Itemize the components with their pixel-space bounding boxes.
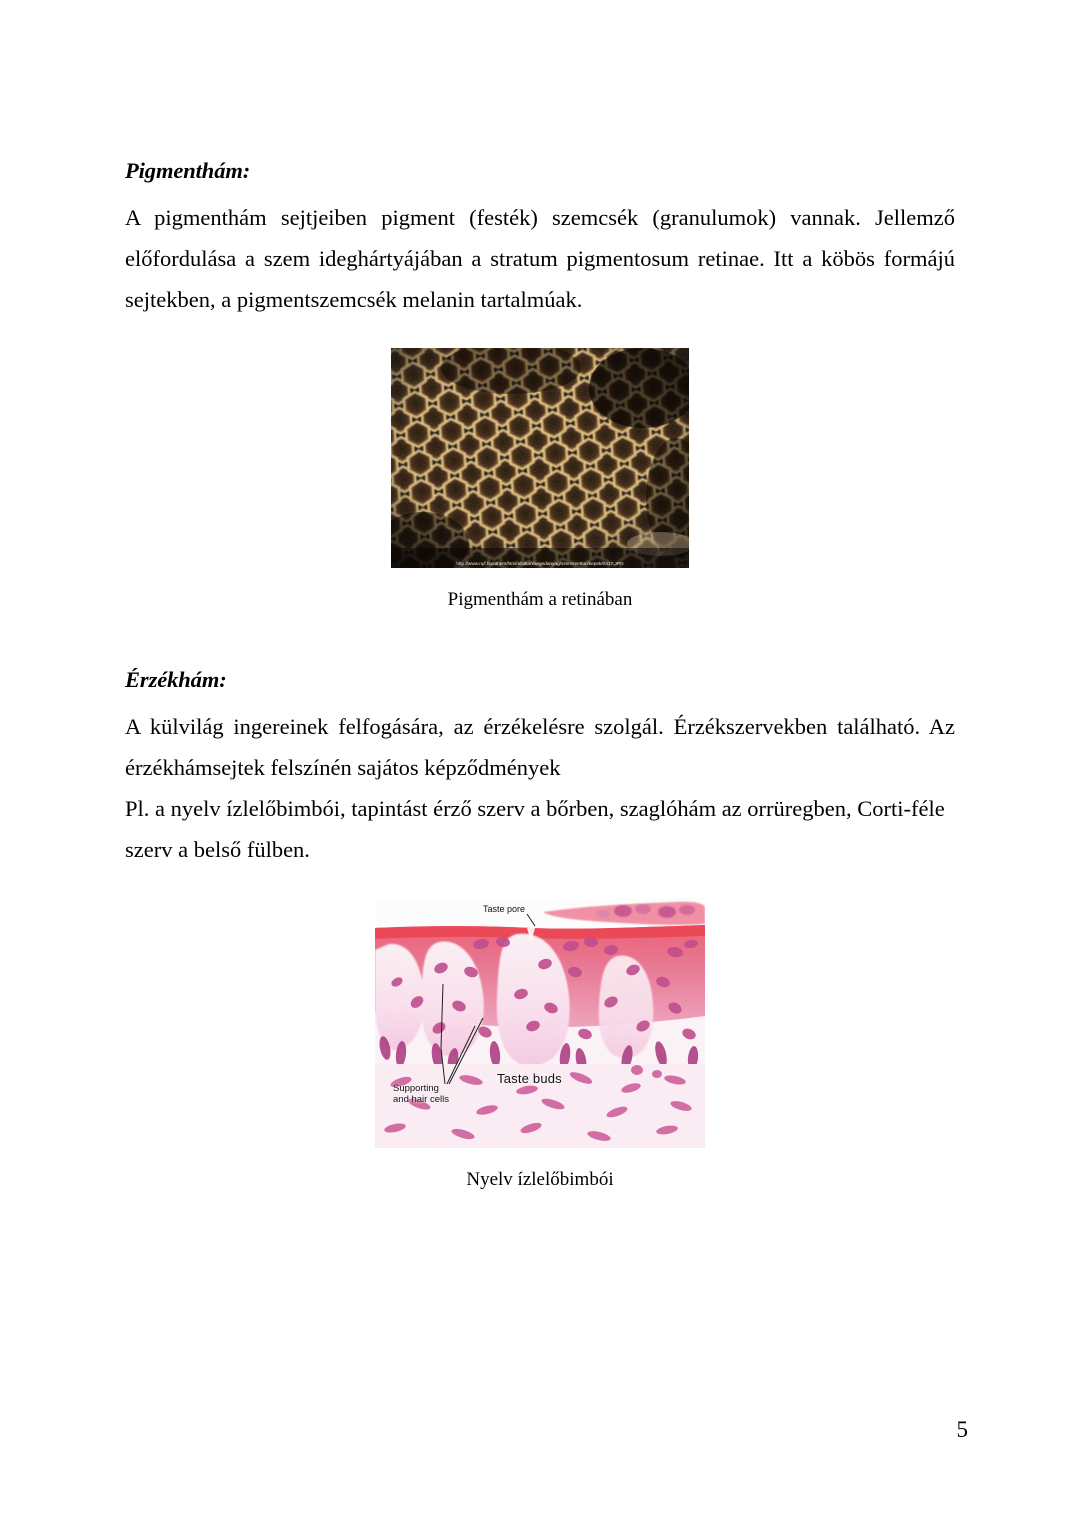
supporting-line-1: Supporting: [393, 1082, 439, 1094]
section-heading-érzékhám: Érzékhám:: [125, 667, 227, 693]
figure-caption-ízlelőbimbók: Nyelv ízlelőbimbói: [466, 1168, 614, 1190]
paragraph-érzékhám-1: A külvilág ingereinek felfogására, az érzékelésre szolgál. Érzékszervekben található. Az érzékhámsejtek felszínén sajátos képződmények: [125, 713, 955, 780]
retina-pigment-epithelium-illustration: [391, 348, 689, 568]
section-heading-pigmenthám: Pigmenthám:: [125, 158, 251, 183]
figure-image-retina: [391, 348, 689, 568]
figure-source-url: http://www.nyf.hu/others/html/allattan/segedanyag/szervezettan/kepek/0317.JPG: [456, 560, 624, 567]
figure-image-taste-buds: [375, 898, 705, 1148]
taste-bud-histology-illustration: [375, 898, 705, 1148]
paragraph-pigmenthám: A pigmenthám sejtjeiben pigment (festék) szemcsék (granulumok) vannak. Jellemző előfordulása a szem ideghártyájában a stratum pigmentosum retinae. Itt a köbös formájú sejtekben, a pigmentszemcsék melanin tartalmúak.: [125, 204, 955, 312]
figure-pigmenthám: [125, 348, 955, 612]
supporting-line-2: and hair cells: [393, 1093, 449, 1105]
figure-label-taste-buds: Taste buds: [497, 1070, 562, 1086]
figure-label-supporting-and-hair-cells: [393, 1083, 449, 1105]
figure-ízlelőbimbók: [125, 898, 955, 1192]
figure-caption-pigmenthám: Pigmenthám a retinában: [447, 588, 633, 610]
figure-label-taste-pore: Taste pore: [483, 903, 526, 914]
paragraph-érzékhám-2: Pl. a nyelv ízlelőbimbói, tapintást érző szerv a bőrben, szaglóhám az orrüregben, Corti-féle szerv a belső fülben.: [125, 795, 945, 862]
page-content: [125, 160, 955, 1192]
page-number: 5: [956, 1417, 968, 1442]
